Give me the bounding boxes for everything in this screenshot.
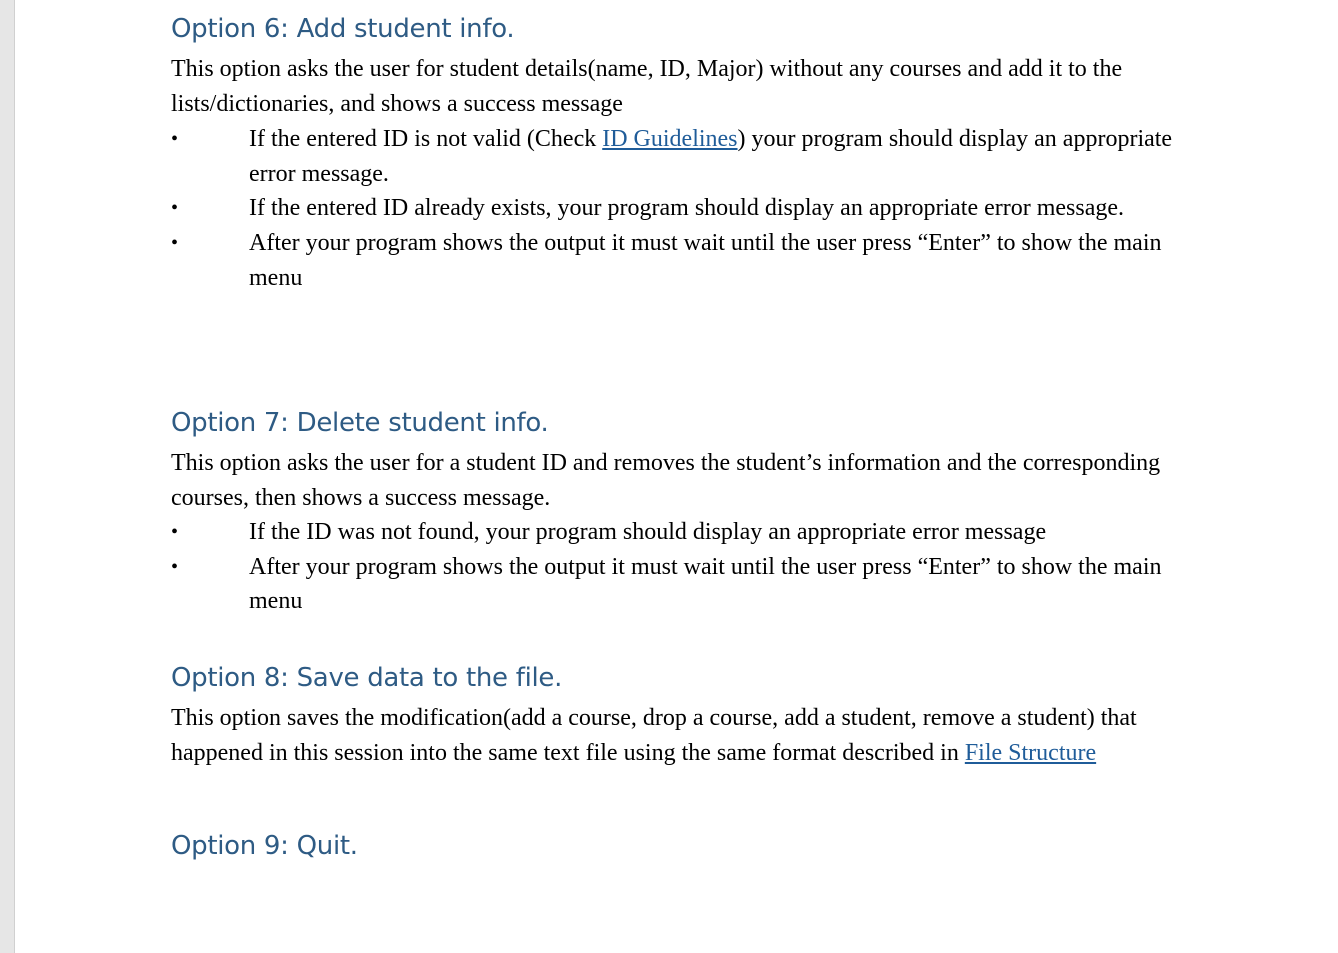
id-guidelines-link[interactable]: ID Guidelines xyxy=(602,126,738,152)
bullet-glyph: • xyxy=(171,128,179,150)
bullet-item-wait-enter xyxy=(171,550,1201,619)
paragraph-option-6: This option asks the user for student details(name, ID, Major) without any courses and add it to the lists/dictionaries, and shows a success message xyxy=(171,56,1123,117)
paragraph-text: This option saves the modification(add a course, drop a course, add a student, remove a student) that happened in this session into the same text file using the same format described in xyxy=(171,705,1137,766)
bullet-list-option-7 xyxy=(171,515,1201,619)
bullet-text: If the entered ID already exists, your program should display an appropriate error message. xyxy=(249,195,1125,222)
paragraph-option-7: This option asks the user for a student ID and removes the student’s information and the corresponding courses, then shows a success message. xyxy=(171,450,1161,511)
paragraph-option-8 xyxy=(171,701,1201,770)
heading-option-7: Option 7: Delete student info. xyxy=(171,408,549,438)
bullet-item-id-exists xyxy=(171,191,1201,226)
bullet-text: After your program shows the output it must wait until the user press “Enter” to show the main menu xyxy=(249,230,1162,291)
bullet-glyph: • xyxy=(171,232,179,255)
bullet-item-id-not-found xyxy=(171,515,1201,550)
document-left-margin xyxy=(0,0,15,953)
heading-option-8: Option 8: Save data to the file. xyxy=(171,663,563,693)
bullet-text-after-link: ) your program should display an appropriate error message. xyxy=(249,126,1173,187)
heading-option-6: Option 6: Add student info. xyxy=(171,14,515,44)
bullet-list-option-6 xyxy=(171,122,1201,296)
file-structure-link[interactable]: File Structure xyxy=(964,739,1097,766)
bullet-glyph: • xyxy=(171,521,179,543)
bullet-glyph: • xyxy=(171,197,179,220)
bullet-item-invalid-id xyxy=(171,122,1201,191)
bullet-text: After your program shows the output it must wait until the user press “Enter” to show the main menu xyxy=(249,553,1162,615)
bullet-glyph: • xyxy=(171,555,179,578)
bullet-text-before-link: If the entered ID is not valid (Check xyxy=(249,126,603,152)
bullet-item-wait-enter xyxy=(171,226,1201,295)
heading-option-9: Option 9: Quit. xyxy=(171,831,358,861)
bullet-text: If the ID was not found, your program should display an appropriate error message xyxy=(249,519,1047,545)
